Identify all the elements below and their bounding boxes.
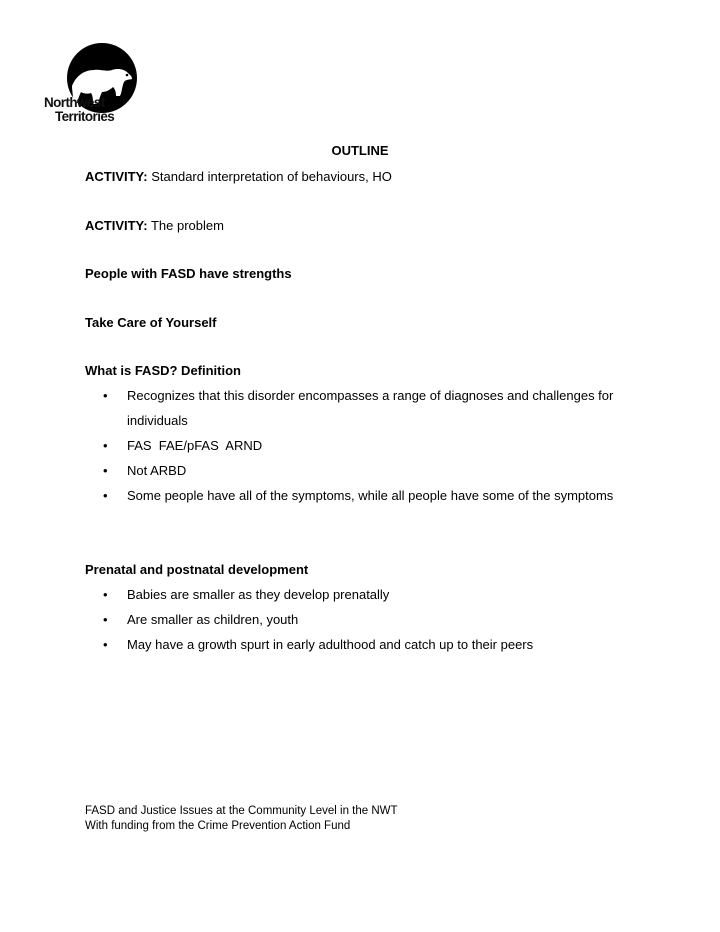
heading-take-care: Take Care of Yourself	[85, 315, 217, 330]
page-footer	[85, 804, 398, 834]
activity-text: The problem	[150, 218, 224, 233]
list-item	[85, 607, 655, 632]
bullet-icon: •	[103, 488, 108, 503]
bullet-icon: •	[103, 637, 108, 652]
list-item-text: Are smaller as children, youth	[127, 612, 299, 627]
activity-text: Standard interpretation of behaviours, HO	[151, 169, 392, 184]
heading-strengths: People with FASD have strengths	[85, 266, 292, 281]
footer-line-2: With funding from the Crime Prevention Action Fund	[85, 820, 351, 832]
bullet-icon: •	[103, 463, 108, 478]
list-item	[85, 458, 655, 483]
logo-line-1: Northwest	[44, 95, 105, 110]
list-item-text: Not ARBD	[127, 463, 187, 478]
bullet-icon: •	[103, 612, 108, 627]
activity-label: ACTIVITY:	[85, 169, 148, 184]
list-item	[85, 632, 655, 657]
activity-line-2	[85, 218, 224, 233]
bullet-icon: •	[103, 587, 108, 602]
activity-label: ACTIVITY:	[85, 218, 148, 233]
list-item	[85, 433, 655, 458]
list-item	[85, 483, 655, 508]
list-item-text: Recognizes that this disorder encompasses a range of diagnoses and challenges for individuals	[127, 388, 614, 428]
development-list	[85, 582, 655, 657]
list-item-text: FAS FAE/pFAS ARND	[127, 438, 263, 453]
logo-wordmark	[44, 96, 114, 124]
bullet-icon: •	[103, 388, 108, 403]
footer-line-1: FASD and Justice Issues at the Community Level in the NWT	[85, 805, 398, 817]
activity-line-1	[85, 169, 392, 184]
logo-line-2: Territories	[55, 109, 115, 124]
page-title	[0, 143, 720, 158]
bullet-icon: •	[103, 438, 108, 453]
list-item	[85, 582, 655, 607]
definition-list	[85, 383, 655, 508]
list-item-text: Babies are smaller as they develop prenatally	[127, 587, 390, 602]
list-item-text: Some people have all of the symptoms, while all people have some of the symptoms	[127, 488, 614, 503]
list-item	[85, 383, 655, 433]
list-item-text: May have a growth spurt in early adulthood and catch up to their peers	[127, 637, 534, 652]
nwt-logo	[44, 42, 144, 126]
heading-development: Prenatal and postnatal development	[85, 562, 309, 577]
page-title-text: OUTLINE	[331, 143, 389, 158]
heading-definition: What is FASD? Definition	[85, 363, 241, 378]
